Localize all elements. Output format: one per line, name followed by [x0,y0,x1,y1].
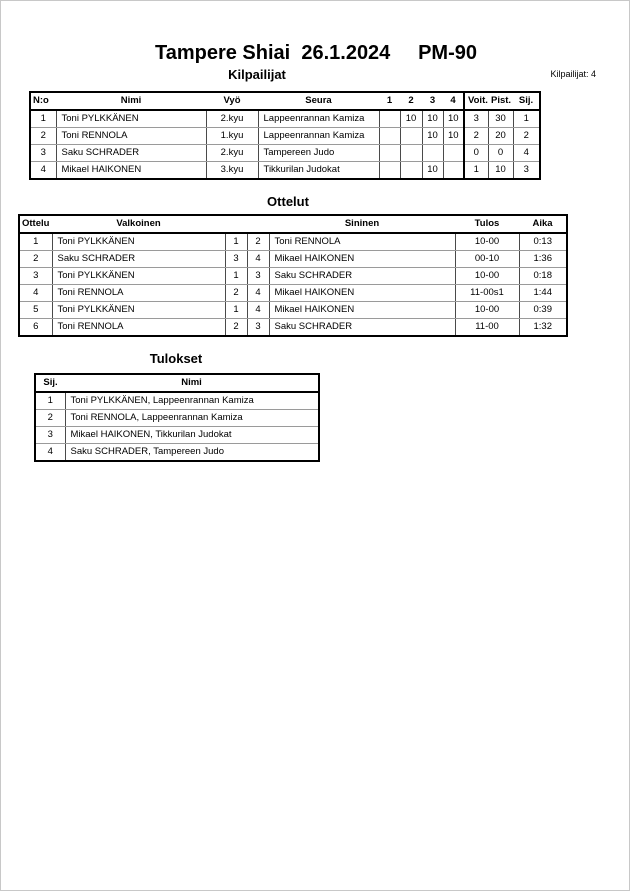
cell-sij: 2 [35,410,65,427]
table-row [30,110,540,128]
cell-sij: 4 [513,145,540,162]
cell-voit: 0 [464,145,488,162]
cell-blue-name: Mikael HAIKONEN [269,251,455,268]
table-row [19,233,567,251]
cell-blue-no: 4 [247,251,269,268]
kilpailijat-section-title: Kilpailijat [228,67,286,82]
table-row [35,392,319,410]
cell-round-1 [379,110,400,128]
cell-round-2 [400,128,422,145]
col-header-sij: Sij. [35,374,65,392]
cell-tulos: 10-00 [455,233,519,251]
page-title: Tampere Shiai 26.1.2024 PM-90 [154,42,477,64]
cell-round-3: 10 [422,162,443,180]
cell-blue-no: 3 [247,319,269,337]
cell-white-no: 1 [225,233,247,251]
table-row [35,410,319,427]
table-row [19,319,567,337]
col-header-nimi: Nimi [56,92,206,110]
cell-round-4: 10 [443,128,464,145]
cell-pist: 30 [488,110,513,128]
cell-blue-name: Saku SCHRADER [269,268,455,285]
cell-tulos: 10-00 [455,268,519,285]
table-row [30,145,540,162]
cell-round-1 [379,145,400,162]
cell-vyo: 1.kyu [206,128,258,145]
cell-white-no: 1 [225,302,247,319]
cell-aika: 0:39 [519,302,567,319]
cell-blue-name: Mikael HAIKONEN [269,285,455,302]
table-row [19,285,567,302]
table-row [19,251,567,268]
cell-white-no: 2 [225,285,247,302]
col-header-round-2: 2 [400,92,422,110]
table-row [30,162,540,180]
kilpailijat-table [29,91,541,180]
col-header-seura: Seura [258,92,379,110]
cell-round-2: 10 [400,110,422,128]
cell-blue-name: Mikael HAIKONEN [269,302,455,319]
table-header-row [35,374,319,392]
cell-white-name: Toni RENNOLA [52,319,225,337]
col-header-ottelu: Ottelu [19,215,52,233]
ottelut-section-title: Ottelut [267,194,309,209]
cell-pist: 20 [488,128,513,145]
table-row [30,128,540,145]
cell-pist: 10 [488,162,513,180]
cell-round-3: 10 [422,110,443,128]
cell-nimi: Saku SCHRADER, Tampereen Judo [65,444,319,462]
cell-aika: 1:44 [519,285,567,302]
cell-seura: Lappeenrannan Kamiza [258,128,379,145]
cell-sij: 4 [35,444,65,462]
cell-vyo: 2.kyu [206,145,258,162]
cell-nimi: Toni PYLKKÄNEN [56,110,206,128]
cell-white-name: Saku SCHRADER [52,251,225,268]
cell-nimi: Mikael HAIKONEN, Tikkurilan Judokat [65,427,319,444]
cell-round-4 [443,145,464,162]
cell-white-no: 3 [225,251,247,268]
cell-nimi: Toni RENNOLA [56,128,206,145]
cell-nimi: Mikael HAIKONEN [56,162,206,180]
cell-seura: Tampereen Judo [258,145,379,162]
cell-tulos: 11-00s1 [455,285,519,302]
cell-seura: Tikkurilan Judokat [258,162,379,180]
cell-white-name: Toni PYLKKÄNEN [52,233,225,251]
cell-sij: 1 [35,392,65,410]
col-header-blue-no [247,215,269,233]
cell-white-no: 1 [225,268,247,285]
ottelut-table [18,214,568,337]
cell-match-no: 1 [19,233,52,251]
cell-nimi: Toni PYLKKÄNEN, Lappeenrannan Kamiza [65,392,319,410]
cell-nro: 4 [30,162,56,180]
table-row [35,427,319,444]
cell-blue-no: 3 [247,268,269,285]
table-header-row [30,92,540,110]
table-row [19,302,567,319]
tulokset-table [34,373,320,462]
col-header-round-4: 4 [443,92,464,110]
col-header-round-3: 3 [422,92,443,110]
cell-sij: 2 [513,128,540,145]
cell-blue-no: 4 [247,302,269,319]
cell-blue-no: 4 [247,285,269,302]
cell-sij: 3 [35,427,65,444]
cell-white-name: Toni RENNOLA [52,285,225,302]
cell-voit: 3 [464,110,488,128]
cell-aika: 0:13 [519,233,567,251]
cell-match-no: 5 [19,302,52,319]
cell-nimi: Saku SCHRADER [56,145,206,162]
cell-match-no: 3 [19,268,52,285]
cell-white-no: 2 [225,319,247,337]
col-header-vyo: Vyö [206,92,258,110]
competitor-count-label: Kilpailijat: 4 [550,69,596,79]
cell-tulos: 11-00 [455,319,519,337]
tulokset-section-title: Tulokset [149,351,203,366]
cell-sij: 3 [513,162,540,180]
cell-nro: 3 [30,145,56,162]
cell-round-2 [400,162,422,180]
cell-aika: 1:36 [519,251,567,268]
cell-tulos: 10-00 [455,302,519,319]
cell-match-no: 6 [19,319,52,337]
col-header-nimi: Nimi [65,374,319,392]
cell-voit: 1 [464,162,488,180]
table-header-row [19,215,567,233]
cell-white-name: Toni PYLKKÄNEN [52,268,225,285]
cell-match-no: 2 [19,251,52,268]
col-header-aika: Aika [519,215,567,233]
cell-round-1 [379,162,400,180]
cell-aika: 0:18 [519,268,567,285]
cell-seura: Lappeenrannan Kamiza [258,110,379,128]
cell-nro: 2 [30,128,56,145]
cell-pist: 0 [488,145,513,162]
col-header-valkoinen: Valkoinen [52,215,225,233]
col-header-sininen: Sininen [269,215,455,233]
cell-round-3: 10 [422,128,443,145]
cell-blue-name: Saku SCHRADER [269,319,455,337]
cell-blue-name: Toni RENNOLA [269,233,455,251]
cell-round-2 [400,145,422,162]
col-header-tulos: Tulos [455,215,519,233]
cell-white-name: Toni PYLKKÄNEN [52,302,225,319]
col-header-white-no [225,215,247,233]
col-header-round-1: 1 [379,92,400,110]
cell-round-1 [379,128,400,145]
cell-round-3 [422,145,443,162]
cell-tulos: 00-10 [455,251,519,268]
table-row [19,268,567,285]
col-header-pist: Pist. [488,92,513,110]
col-header-voit: Voit. [464,92,488,110]
cell-round-4 [443,162,464,180]
cell-vyo: 3.kyu [206,162,258,180]
cell-voit: 2 [464,128,488,145]
cell-vyo: 2.kyu [206,110,258,128]
cell-match-no: 4 [19,285,52,302]
cell-blue-no: 2 [247,233,269,251]
cell-nro: 1 [30,110,56,128]
col-header-sij: Sij. [513,92,540,110]
col-header-nro: N:o [30,92,56,110]
table-row [35,444,319,462]
cell-nimi: Toni RENNOLA, Lappeenrannan Kamiza [65,410,319,427]
cell-round-4: 10 [443,110,464,128]
cell-aika: 1:32 [519,319,567,337]
cell-sij: 1 [513,110,540,128]
